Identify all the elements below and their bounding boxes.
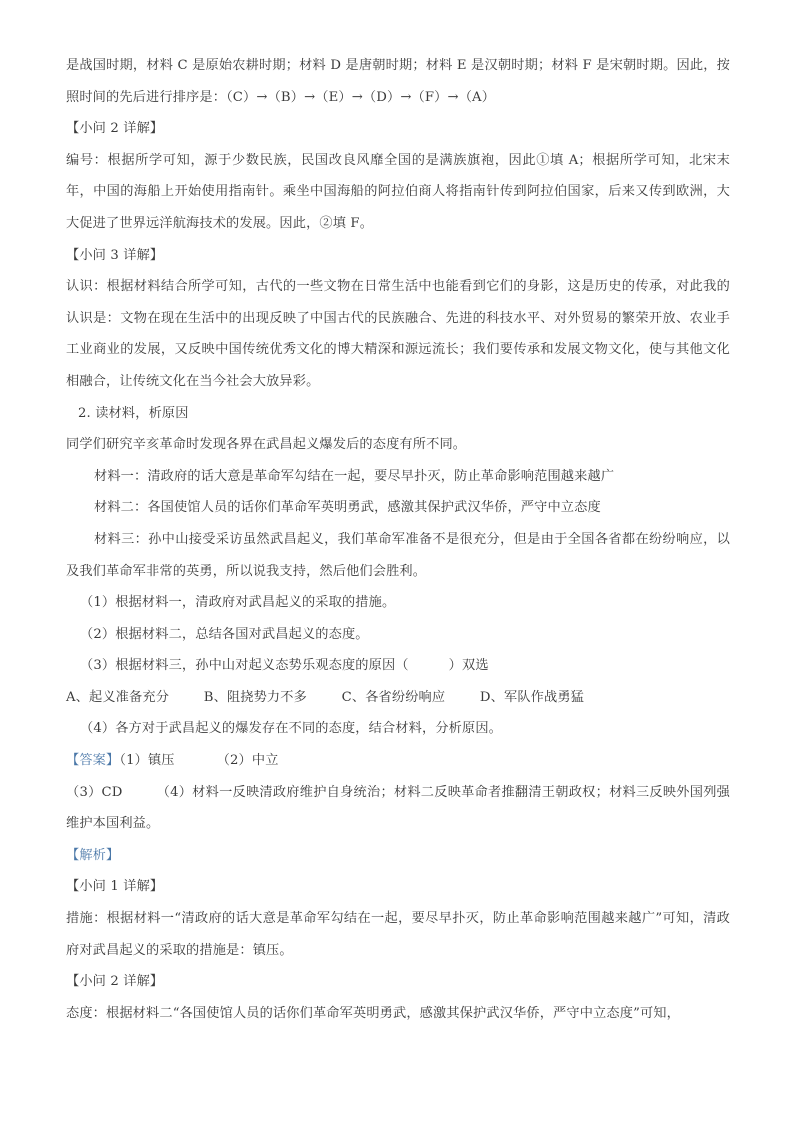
answer-3: （3）CD	[66, 784, 123, 800]
material-three: 材料三：孙中山接受采访虽然武昌起义，我们革命军准备不是很充分，但是由于全国各省都在纷纷响应，以及我们革命军非常的英勇，所以说我支持，然后他们会胜利。	[66, 531, 730, 579]
answer-2: （2）中立	[216, 753, 279, 769]
option-a: A、起义准备充分	[66, 689, 170, 705]
page-content	[66, 50, 730, 1029]
paragraph-xiaowen-2-body: 编号：根据所学可知，源于少数民族，民国改良风靡全国的是满族旗袍，因此①填 A；根据所学可知，北宋末年，中国的海船上开始使用指南针。乘坐中国海船的阿拉伯商人将指南针传到阿拉伯国家，后来又传到欧洲，大大促进了世界远洋航海技术的发展。因此，②填 F。	[66, 152, 730, 231]
paragraph-xiaowen-3-body: 认识：根据材料结合所学可知，古代的一些文物在日常生活中也能看到它们的身影，这是历史的传承，对此我的认识是：文物在现在生活中的出现反映了中国古代的民族融合、先进的科技水平、对外贸易的繁荣开放、农业手工业商业的发展，又反映中国传统优秀文化的博大精深和源远流长；我们要传承和发展文物文化，使与其他文化相融合，让传统文化在当今社会大放异彩。	[66, 279, 730, 389]
paragraph-continuation: 是战国时期，材料 C 是原始农耕时期；材料 D 是唐朝时期；材料 E 是汉朝时期；材料 F 是宋朝时期。因此，按照时间的先后进行排序是：（C）→（B）→（E）→（D）→（F）→（A）	[66, 58, 730, 105]
sub-question-3: （3）根据材料三，孙中山对起义态势乐观态度的原因（ ）双选	[80, 658, 489, 674]
option-c: C、各省纷纷响应	[341, 689, 446, 705]
sub-question-1: （1）根据材料一，清政府对武昌起义的采取的措施。	[80, 595, 396, 611]
analysis-heading	[66, 840, 730, 872]
section-heading-xiaowen-3: 【小问 3 详解】	[66, 247, 164, 263]
material-one: 材料一：清政府的话大意是革命军勾结在一起，要尽早扑灭，防止革命影响范围越来越广	[94, 468, 615, 484]
paragraph-xiaowen-1-body: 措施：根据材料一“清政府的话大意是革命军勾结在一起，要尽早扑灭，防止革命影响范围越来越广”可知，清政府对武昌起义的采取的措施是：镇压。	[66, 911, 730, 958]
answer-marker: 【答案】	[66, 753, 120, 769]
section-heading-xiaowen-1: 【小问 1 详解】	[66, 879, 164, 895]
answer-4: （4）材料一反映清政府维护自身统治；材料二反映革命者推翻清王朝政权；材料三反映外国列强维护本国利益。	[66, 784, 730, 832]
option-row	[66, 682, 730, 714]
option-d: D、军队作战勇猛	[479, 689, 585, 705]
answer-line-2	[66, 777, 730, 840]
answer-line-1	[66, 745, 730, 777]
material-two: 材料二：各国使馆人员的话你们革命军英明勇武，感激其保护武汉华侨，严守中立态度	[94, 500, 601, 516]
section-heading-xiaowen-2: 【小问 2 详解】	[66, 121, 164, 137]
sub-question-4: （4）各方对于武昌起义的爆发存在不同的态度，结合材料，分析原因。	[80, 721, 502, 737]
section-heading-xiaowen-2-lower: 【小问 2 详解】	[66, 974, 164, 990]
answer-1: （1）镇压	[119, 753, 175, 769]
paragraph-xiaowen-2-body-lower: 态度：根据材料二“各国使馆人员的话你们革命军英明勇武，感激其保护武汉华侨，严守中立态度”可知，	[66, 1005, 680, 1021]
option-b: B、阻挠势力不多	[203, 689, 307, 705]
question-2-intro: 同学们研究辛亥革命时发现各界在武昌起义爆发后的态度有所不同。	[66, 437, 467, 453]
sub-question-2: （2）根据材料二，总结各国对武昌起义的态度。	[80, 626, 369, 642]
question-2-title: 2. 读材料，析原因	[78, 405, 189, 421]
analysis-marker: 【解析】	[66, 847, 120, 863]
